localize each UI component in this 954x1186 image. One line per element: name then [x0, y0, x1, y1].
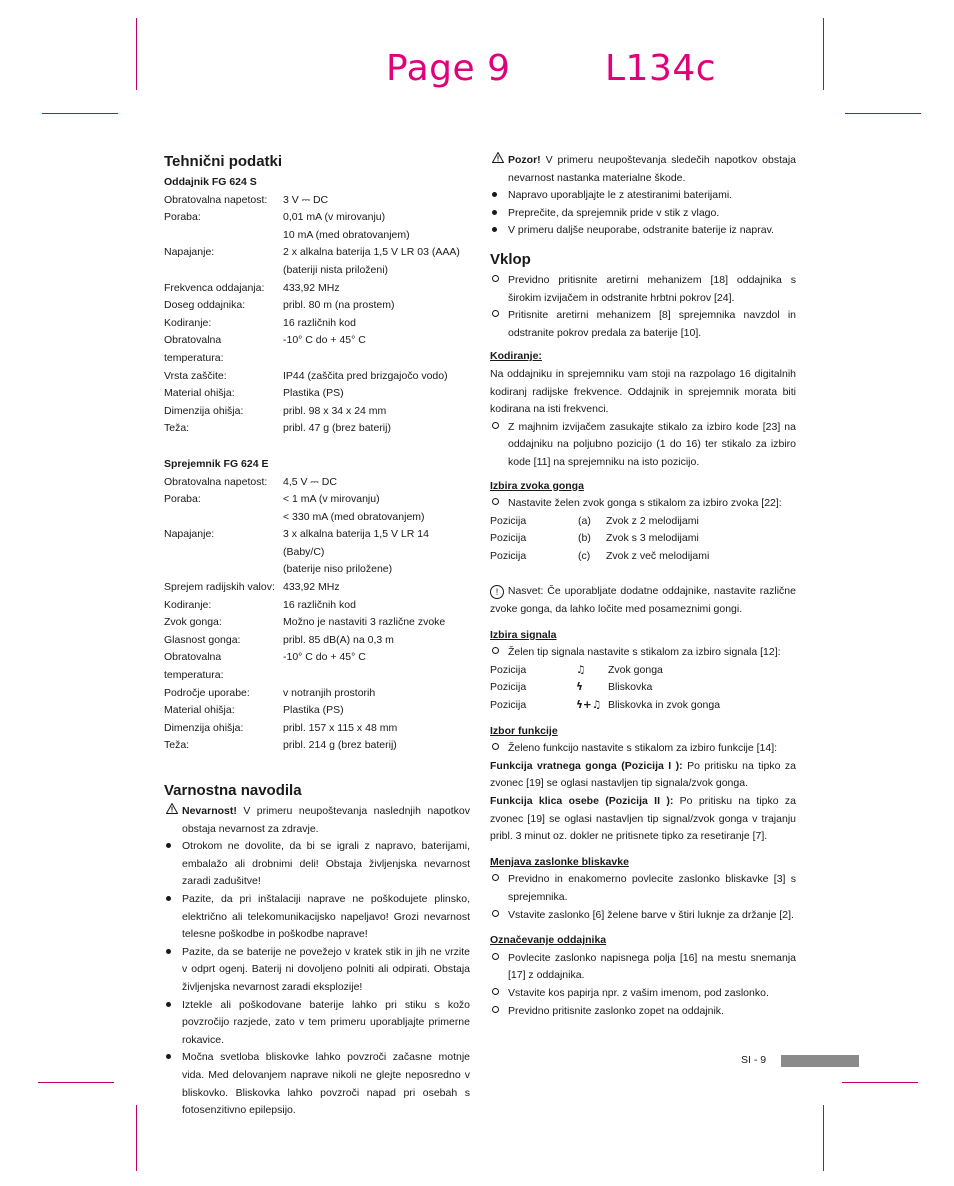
spec-key: Obratovalna napetost: — [164, 193, 268, 206]
list-item — [490, 740, 796, 758]
position-label: Pozicija — [490, 663, 527, 676]
crop-mark — [38, 1082, 114, 1083]
warning-text: V primeru neupoštevanja naslednjih napotkov obstaja nevarnost za zdravje. — [182, 805, 470, 835]
list-item — [490, 205, 796, 223]
safety-warning — [164, 803, 470, 838]
position-label: Pozicija — [490, 532, 527, 545]
spec-key: Obratovalna temperatura: — [164, 651, 224, 682]
position-row — [490, 548, 796, 566]
spec-value: < 1 mA (v mirovanju) — [283, 493, 380, 506]
spec-value: 3 x alkalna baterija 1,5 V LR 14 (Baby/C) — [283, 528, 429, 558]
spec-key — [164, 227, 283, 245]
footer-bar — [781, 1055, 859, 1067]
position-symbol: ϟ — [576, 681, 583, 694]
spec-value: (bateriji nista priloženi) — [283, 263, 389, 276]
spec-row — [164, 420, 470, 438]
position-symbol: ϟ+♫ — [576, 699, 602, 712]
position-label: Pozicija — [490, 699, 527, 712]
spec-row — [164, 632, 470, 650]
list-item — [490, 950, 796, 985]
list-item — [490, 1003, 796, 1021]
caution-list — [490, 187, 796, 240]
spec-value: 0,01 mA (v mirovanju) — [283, 211, 386, 224]
spec-row — [164, 244, 470, 262]
list-item-text: Pazite, da pri inštalaciji naprave ne poškodujete plinsko, električno ali telekomunikacijsko napeljavo! Grozi nevarnost telesne poškodbe in poškodbe naprave! — [182, 892, 470, 941]
list-item — [490, 272, 796, 307]
spec-row — [164, 280, 470, 298]
warning-triangle-icon — [166, 803, 176, 821]
document-code: L134c — [605, 48, 717, 89]
spec-key: Doseg oddajnika: — [164, 299, 246, 312]
spec-value: 433,92 MHz — [283, 281, 340, 294]
transmitter-specs — [164, 192, 470, 438]
spec-row — [164, 685, 470, 703]
spec-value: 3 V ⎓ DC — [283, 193, 329, 206]
tech-data-title: Tehnični podatki — [164, 153, 283, 170]
bullet-icon — [166, 949, 171, 954]
function-call — [490, 793, 796, 846]
list-item — [490, 307, 796, 342]
spec-value: 16 različnih kod — [283, 598, 356, 611]
list-item-text: Povlecite zaslonko napisnega polja [16] na mestu snemanja [17] z oddajnika. — [508, 951, 796, 982]
spec-key: Kodiranje: — [164, 598, 212, 611]
spec-row — [164, 509, 470, 527]
oznacevanje-title: Označevanje oddajnika — [490, 934, 607, 947]
nasvet-note — [490, 583, 796, 618]
spec-row — [164, 737, 470, 755]
position-row — [490, 662, 796, 680]
spec-key: Material ohišja: — [164, 704, 235, 717]
position-description: Bliskovka — [608, 681, 653, 694]
spec-row — [164, 297, 470, 315]
spec-value: < 330 mA (med obratovanjem) — [283, 510, 425, 523]
safety-list — [164, 838, 470, 1120]
function-doorbell-text: Po pritisku na tipko za zvonec [19] se oglasi nastavljen tip signala/zvok gonga. — [490, 759, 796, 790]
circle-bullet-icon — [492, 953, 499, 960]
zvok-instruction: Nastavite želen zvok gonga s stikalom za izbiro zvoka [22]: — [508, 497, 782, 510]
position-description: Zvok z 2 melodijami — [606, 514, 699, 527]
vklop-list — [490, 272, 796, 342]
spec-row — [164, 368, 470, 386]
list-item-text: Vstavite zaslonko [6] želene barve v štiri luknje za držanje [2]. — [508, 908, 794, 921]
spec-key: Obratovalna temperatura: — [164, 334, 224, 364]
list-item-text: Napravo uporabljajte le z atestiranimi baterijami. — [508, 189, 733, 202]
circle-bullet-icon — [492, 498, 499, 505]
spec-value: pribl. 85 dB(A) na 0,3 m — [283, 633, 394, 646]
warning-label: Nevarnost! — [182, 805, 237, 817]
function-call-label: Funkcija klica osebe (Pozicija II ): — [490, 795, 674, 807]
spec-row — [164, 474, 470, 492]
position-row — [490, 697, 796, 715]
left-column — [164, 152, 470, 1120]
spec-row — [164, 614, 470, 632]
spec-value: pribl. 157 x 115 x 48 mm — [283, 721, 398, 734]
position-row — [490, 679, 796, 697]
spec-row — [164, 403, 470, 421]
list-item-text: Preprečite, da sprejemnik pride v stik z vlago. — [508, 206, 720, 219]
position-symbol: (a) — [578, 514, 591, 527]
crop-mark — [842, 1082, 918, 1083]
kodiranje-title: Kodiranje: — [490, 350, 542, 363]
spec-value: pribl. 80 m (na prostem) — [283, 299, 395, 312]
list-item-text: Z majhnim izvijačem zasukajte stikalo za izbiro kode [23] na oddajniku na poljubno pozicijo (1 do 16) ter stikalo za izbiro kode [11] na sprejemniku na isto pozicijo. — [508, 420, 796, 468]
zvok-positions — [490, 513, 796, 566]
list-item-text: Previdno pritisnite aretirni mehanizem [18] oddajnika s širokim izvijačem in odstranite hrbtni pokrov [24]. — [508, 273, 796, 304]
spec-key: Dimenzija ohišja: — [164, 404, 244, 417]
position-row — [490, 513, 796, 531]
position-symbol: (b) — [578, 532, 591, 545]
warning-triangle-icon — [492, 152, 502, 170]
spec-value: 16 različnih kod — [283, 316, 356, 329]
circle-bullet-icon — [492, 647, 499, 654]
spec-value: IP44 (zaščita pred brizgajočo vodo) — [283, 369, 448, 382]
list-item — [490, 644, 796, 662]
right-column — [490, 152, 796, 1020]
list-item-text: Močna svetloba bliskovke lahko povzroči začasne motnje vida. Med delovanjem naprave nikoli ne glejte neposredno v bliskovko. Bliskovka lahko povzroči napad pri osebah s fotosenzitivno epilepsijo. — [182, 1051, 470, 1117]
kodiranje-list — [490, 419, 796, 472]
list-item-text: Otrokom ne dovolite, da bi se igrali z napravo, baterijami, embalažo ali drobnimi deli! Obstaja življenjska nevarnost zaradi zadušitve! — [182, 840, 470, 888]
spec-row — [164, 262, 470, 280]
funkcija-instruction: Želeno funkcijo nastavite s stikalom za izbiro funkcije [14]: — [508, 742, 778, 755]
spec-key: Dimenzija ohišja: — [164, 721, 244, 734]
crop-mark — [42, 113, 118, 114]
page-number-label: Page 9 — [386, 48, 511, 89]
position-symbol: ♫ — [576, 663, 586, 676]
spec-key: Sprejem radijskih valov: — [164, 581, 275, 594]
caution-text: V primeru neupoštevanja sledečih napotkov obstaja nevarnost nastanka materialne škode. — [508, 154, 796, 184]
vklop-title: Vklop — [490, 250, 531, 268]
list-item — [490, 187, 796, 205]
spec-row — [164, 649, 470, 684]
caution-label: Pozor! — [508, 154, 541, 166]
spec-value: pribl. 47 g (brez baterij) — [283, 422, 391, 435]
spec-value: 10 mA (med obratovanjem) — [283, 228, 410, 241]
list-item — [490, 222, 796, 240]
spec-key: Napajanje: — [164, 528, 215, 541]
circle-bullet-icon — [492, 310, 499, 317]
circle-bullet-icon — [492, 874, 499, 881]
spec-value: 4,5 V ⎓ DC — [283, 475, 337, 488]
position-description: Zvok z več melodijami — [606, 549, 710, 562]
position-symbol: (c) — [578, 549, 591, 562]
spec-row — [164, 332, 470, 367]
crop-mark — [823, 1105, 824, 1171]
spec-row — [164, 385, 470, 403]
spec-key: Frekvenca oddajanja: — [164, 281, 265, 294]
bullet-icon — [166, 896, 171, 901]
spec-row — [164, 227, 470, 245]
list-item-text: Previdno in enakomerno povlecite zaslonko bliskavke [3] s sprejemnika. — [508, 873, 796, 903]
position-description: Zvok gonga — [608, 663, 663, 676]
position-description: Zvok s 3 melodijami — [606, 532, 699, 545]
spec-value: Plastika (PS) — [283, 387, 344, 400]
crop-mark — [845, 113, 921, 114]
list-item — [164, 838, 470, 891]
spec-key: Kodiranje: — [164, 316, 212, 329]
function-doorbell-label: Funkcija vratnega gonga (Pozicija I ): — [490, 759, 683, 772]
list-item — [490, 907, 796, 925]
position-label: Pozicija — [490, 514, 527, 527]
spec-row — [164, 209, 470, 227]
page-header — [0, 48, 954, 98]
spec-value: (baterije niso priložene) — [283, 563, 393, 576]
spec-value: -10° C do + 45° C — [283, 651, 366, 664]
spec-key: Teža: — [164, 422, 190, 435]
crop-mark — [136, 1105, 137, 1171]
circle-bullet-icon — [492, 910, 499, 917]
spec-value: 2 x alkalna baterija 1,5 V LR 03 (AAA) — [283, 246, 460, 259]
list-item — [164, 891, 470, 944]
spec-row — [164, 315, 470, 333]
list-item — [164, 1049, 470, 1119]
list-item-text: Vstavite kos papirja npr. z vašim imenom, pod zaslonko. — [508, 986, 769, 999]
receiver-title: Sprejemnik FG 624 E — [164, 457, 269, 470]
circle-bullet-icon — [492, 275, 499, 282]
menjava-title: Menjava zaslonke bliskavke — [490, 855, 629, 868]
spec-key: Teža: — [164, 739, 190, 752]
nasvet-text: Nasvet: Če uporabljate dodatne oddajnike, nastavite različne zvoke gonga, da lahko ločite med posameznimi gongi. — [490, 585, 796, 616]
oznacevanje-list — [490, 950, 796, 1020]
spec-key: Zvok gonga: — [164, 616, 222, 629]
bullet-icon — [492, 210, 497, 215]
position-label: Pozicija — [490, 681, 527, 694]
list-item-text: Pazite, da se baterije ne povežejo v kratek stik in jih ne vrzite v odprt ogenj. Baterij ni dovoljeno polniti ali odpirati. Obstaja življenjska nevarnost zaradi eksplozije! — [182, 945, 470, 993]
caution-note — [490, 152, 796, 187]
spec-key: Poraba: — [164, 211, 201, 224]
page-footer-label: SI - 9 — [741, 1054, 767, 1066]
signal-title: Izbira signala — [490, 628, 557, 641]
spec-row — [164, 491, 470, 509]
spec-value: -10° C do + 45° C — [283, 334, 366, 347]
spec-row — [164, 526, 470, 561]
list-item — [490, 419, 796, 472]
safety-title: Varnostna navodila — [164, 782, 302, 799]
list-item — [164, 997, 470, 1050]
spec-key — [164, 262, 283, 280]
spec-key: Napajanje: — [164, 246, 215, 259]
spec-key: Glasnost gonga: — [164, 633, 241, 646]
list-item-text: Pritisnite aretirni mehanizem [8] sprejemnika navzdol in odstranite pokrov predala za baterije [10]. — [508, 309, 796, 339]
spec-value: pribl. 214 g (brez baterij) — [283, 739, 397, 752]
circle-bullet-icon — [492, 743, 499, 750]
position-row — [490, 530, 796, 548]
bullet-icon — [492, 227, 497, 232]
bullet-icon — [166, 1054, 171, 1059]
spec-key: Področje uporabe: — [164, 686, 250, 699]
bullet-icon — [166, 1002, 171, 1007]
menjava-list — [490, 871, 796, 924]
spec-row — [164, 561, 470, 579]
spec-value: Plastika (PS) — [283, 704, 344, 717]
spec-key — [164, 561, 283, 579]
spec-value: 433,92 MHz — [283, 581, 340, 594]
spec-row — [164, 597, 470, 615]
circle-bullet-icon — [492, 1006, 499, 1013]
spec-key: Vrsta zaščite: — [164, 369, 227, 382]
info-icon: ! — [490, 585, 504, 599]
function-doorbell — [490, 758, 796, 793]
spec-row — [164, 720, 470, 738]
circle-bullet-icon — [492, 988, 499, 995]
function-call-text: Po pritisku na tipko za zvonec [19] se oglasi nastavljen tip signal/zvok gonga v trajanju pribl. 3 minut oz. dokler ne pritisnete tipko za resetiranje [7]. — [490, 795, 796, 843]
bullet-icon — [166, 843, 171, 848]
funkcija-title: Izbor funkcije — [490, 724, 558, 737]
spec-value: Možno je nastaviti 3 različne zvoke — [283, 616, 446, 629]
list-item — [490, 871, 796, 906]
list-item — [490, 985, 796, 1003]
spec-row — [164, 702, 470, 720]
spec-key: Poraba: — [164, 493, 201, 506]
list-item-text: Iztekle ali poškodovane baterije lahko pri stiku s kožo povzročijo razjede, zato v tem primeru uporabljajte primerne rokavice. — [182, 998, 470, 1046]
list-item-text: Previdno pritisnite zaslonko zopet na oddajnik. — [508, 1004, 724, 1017]
spec-row — [164, 579, 470, 597]
kodiranje-text: Na oddajniku in sprejemniku vam stoji na razpolago 16 digitalnih kodiranj radijske frekvence. Oddajnik in sprejemnik morata biti kodirana na isti frekvenci. — [490, 367, 796, 416]
signal-positions — [490, 662, 796, 715]
position-description: Bliskovka in zvok gonga — [608, 699, 721, 712]
list-item — [164, 944, 470, 997]
position-label: Pozicija — [490, 549, 527, 562]
transmitter-title: Oddajnik FG 624 S — [164, 176, 257, 188]
spec-key: Material ohišja: — [164, 387, 235, 400]
spec-row — [164, 192, 470, 210]
circle-bullet-icon — [492, 422, 499, 429]
list-item — [490, 495, 796, 513]
spec-value: v notranjih prostorih — [283, 686, 376, 699]
zvok-title: Izbira zvoka gonga — [490, 479, 584, 492]
spec-value: pribl. 98 x 34 x 24 mm — [283, 404, 387, 417]
spec-key — [164, 509, 283, 527]
list-item-text: V primeru daljše neuporabe, odstranite baterije iz naprav. — [508, 224, 774, 237]
receiver-specs — [164, 474, 470, 756]
bullet-icon — [492, 192, 497, 197]
signal-instruction: Želen tip signala nastavite s stikalom za izbiro signala [12]: — [508, 646, 781, 659]
spec-key: Obratovalna napetost: — [164, 475, 268, 488]
